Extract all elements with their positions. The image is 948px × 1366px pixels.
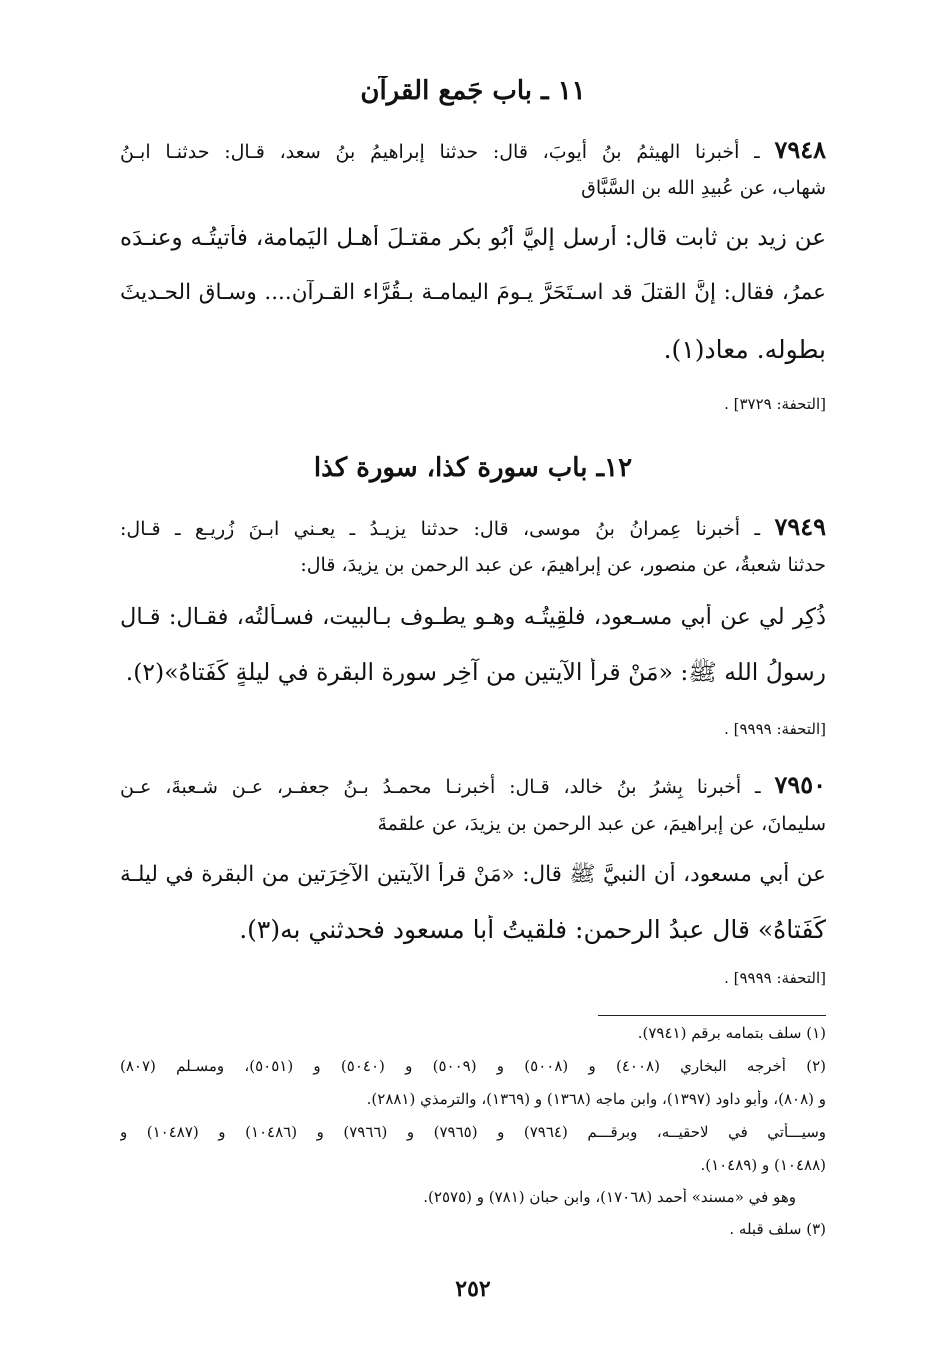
hadith-number: ٧٩٥٠ bbox=[774, 771, 826, 799]
matn-line: ذُكِر لي عن أبي مسـعود، فلقِيتُـه وهـو يطـوف بـالبيت، فسـألتُه، فقـال: قـال bbox=[120, 604, 826, 630]
isnad-line: حدثنا شعبةُ، عن منصور، عن إبراهيمَ، عن عبد الرحمن بن يزيدَ، قال: bbox=[300, 554, 826, 576]
footnote-line: (١) سلف بتمامه برقم (٧٩٤١). bbox=[637, 1024, 826, 1042]
tuhfa-reference: [التحفة: ٩٩٩٩] . bbox=[724, 720, 826, 738]
footnote-line: و (٨٠٨)، وأبو داود (١٣٩٧)، وابن ماجه (١٣٦٨) و (١٣٦٩)، والترمذي (٢٨٨١). bbox=[366, 1090, 826, 1108]
hadith-number: ٧٩٤٩ bbox=[774, 513, 826, 541]
isnad-line bbox=[120, 513, 826, 542]
matn-line: عن أبي مسعود، أن النبيَّ ﷺ قال: «مَنْ قرأَ الآيتين الآخِرَتين من البقرة في ليلـة bbox=[120, 862, 826, 887]
footnote-divider bbox=[598, 1015, 826, 1016]
tuhfa-reference: [التحفة: ٩٩٩٩] . bbox=[724, 969, 826, 987]
isnad-line bbox=[120, 771, 826, 800]
isnad-line: سليمانَ، عن إبراهيمَ، عن عبد الرحمن بن يزيدَ، عن علقمةَ bbox=[377, 813, 826, 835]
tuhfa-reference: [التحفة: ٣٧٢٩] . bbox=[724, 395, 826, 413]
isnad-text: ـ أخبرنا الهيثمُ بنُ أيوبَ، قال: حدثنا إبراهيمُ بنُ سعد، قـال: حدثنـا ابـنُ bbox=[120, 141, 775, 163]
chapter-heading: ١٢ـ باب سورة كذا، سورة كذا bbox=[313, 453, 633, 483]
matn-line: عن زيد بن ثابت قال: أرسل إليَّ أبُو بكر مقتـلَ أهـل اليَمامة، فأتيتُـه وعنـدَه bbox=[120, 225, 826, 251]
footnote-line: (٣) سلف قبله . bbox=[729, 1220, 826, 1238]
hadith-number: ٧٩٤٨ bbox=[774, 136, 826, 164]
matn-line: عمرُ، فقال: إنَّ القتلَ قد اسـتَحَرَّ يـومَ اليمامـة بـقُرَّاء القـرآن.... وسـاق الحـديثَ bbox=[120, 280, 826, 305]
footnote-line: وسيـــأتي في لاحقيــه، وبرقـــم (٧٩٦٤) و (٧٩٦٥) و (٧٩٦٦) و (١٠٤٨٦) و (١٠٤٨٧) و bbox=[120, 1123, 826, 1141]
isnad-line bbox=[120, 136, 826, 165]
page-number: ٢٥٢ bbox=[455, 1276, 491, 1302]
footnote-line: وهو في «مسند» أحمد (١٧٠٦٨)، وابن حبان (٧٨١) و (٢٥٧٥). bbox=[423, 1188, 796, 1206]
isnad-line: شهاب، عن عُبيدِ الله بن السَّبَّاق bbox=[581, 177, 826, 199]
isnad-text: ـ أخبرنا عِمرانُ بنُ موسى، قال: حدثنا يزيـدُ ـ يعـني ابـنَ زُريـع ـ قـال: bbox=[120, 518, 775, 540]
matn-line: كَفَتاهُ» قال عبدُ الرحمن: فلقيتُ أبا مسعود فحدثني به(٣). bbox=[239, 915, 826, 944]
chapter-heading: ١١ ـ باب جَمع القرآن bbox=[360, 76, 586, 106]
matn-line: بطوله. معاد(١). bbox=[663, 335, 826, 364]
isnad-text: ـ أخبرنا بِشرُ بنُ خالد، قـال: أخبرنـا محمـدُ بـنُ جعفـر، عـن شـعبةَ، عـن bbox=[120, 776, 775, 798]
footnote-line: (٢) أخرجه البخاري (٤٠٠٨) و (٥٠٠٨) و (٥٠٠٩) و (٥٠٤٠) و (٥٠٥١)، ومسـلم (٨٠٧) bbox=[120, 1057, 826, 1075]
matn-line: رسولُ الله ﷺ: «مَنْ قرأ الآيتين من آخِرِ سورة البقرة في ليلةٍ كَفَتاهُ»(٢). bbox=[125, 658, 826, 686]
footnote-line: (١٠٤٨٨) و (١٠٤٨٩). bbox=[700, 1156, 826, 1174]
